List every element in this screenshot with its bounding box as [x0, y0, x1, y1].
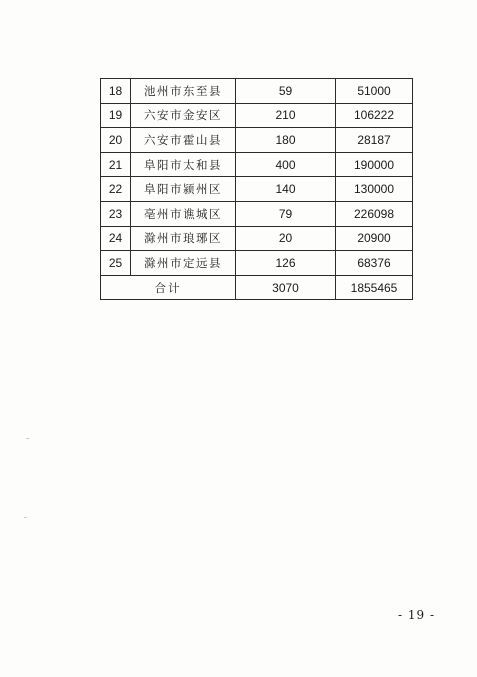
total-value-b: 1855465	[336, 275, 413, 300]
row-value-a: 400	[236, 152, 336, 177]
total-row	[101, 275, 413, 300]
row-value-b: 28187	[336, 128, 413, 153]
row-value-b: 226098	[336, 201, 413, 226]
table-row	[101, 177, 413, 202]
row-index: 24	[101, 226, 131, 251]
row-index: 22	[101, 177, 131, 202]
row-area: 六安市金安区	[131, 103, 236, 128]
row-value-b: 20900	[336, 226, 413, 251]
row-area: 亳州市谯城区	[131, 201, 236, 226]
table-row	[101, 251, 413, 276]
table-row	[101, 79, 413, 104]
row-area: 池州市东至县	[131, 79, 236, 104]
scan-mark	[24, 517, 27, 518]
row-index: 21	[101, 152, 131, 177]
table-row	[101, 128, 413, 153]
row-value-a: 59	[236, 79, 336, 104]
row-value-a: 20	[236, 226, 336, 251]
row-area: 滁州市琅琊区	[131, 226, 236, 251]
row-index: 20	[101, 128, 131, 153]
row-value-b: 68376	[336, 251, 413, 276]
row-value-a: 180	[236, 128, 336, 153]
table-row	[101, 226, 413, 251]
row-index: 23	[101, 201, 131, 226]
row-index: 18	[101, 79, 131, 104]
row-value-b: 51000	[336, 79, 413, 104]
row-area: 阜阳市太和县	[131, 152, 236, 177]
row-value-a: 126	[236, 251, 336, 276]
table-row	[101, 103, 413, 128]
row-value-b: 190000	[336, 152, 413, 177]
total-value-a: 3070	[236, 275, 336, 300]
table-row	[101, 201, 413, 226]
table-row	[101, 152, 413, 177]
total-label: 合计	[101, 275, 236, 300]
data-table	[100, 78, 413, 300]
row-area: 阜阳市颍州区	[131, 177, 236, 202]
table-body	[101, 79, 413, 300]
page-number: - 19 -	[398, 608, 436, 622]
row-value-a: 79	[236, 201, 336, 226]
row-value-b: 106222	[336, 103, 413, 128]
row-index: 19	[101, 103, 131, 128]
row-area: 六安市霍山县	[131, 128, 236, 153]
scan-mark	[26, 438, 29, 439]
row-index: 25	[101, 251, 131, 276]
row-value-a: 210	[236, 103, 336, 128]
row-value-b: 130000	[336, 177, 413, 202]
row-area: 滁州市定远县	[131, 251, 236, 276]
row-value-a: 140	[236, 177, 336, 202]
